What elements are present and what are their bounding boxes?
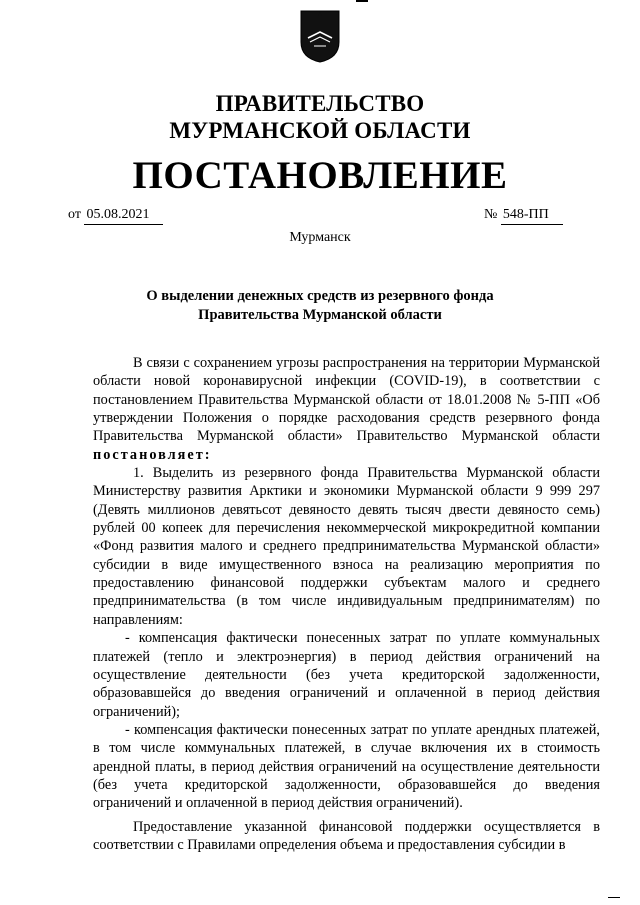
body-paragraph: 1. Выделить из резервного фонда Правительства Мурманской области Министерству развития Арктики и экономики Мурманской области 9 999 297 (Девять миллионов девятьсот девяносто девять тысяч двести девяносто семь) рублей 00 копеек для перечисления некоммерческой микрокредитной компании «Фонд развития малого и среднего предпринимательства Мурманской области» субсидии в виде имущественного взноса на реализацию мероприятия по предоставлению финансовой поддержки субъектам малого и среднего предпринимательства (в том числе индивидуальным предпринимателям) по направлениям: <box>93 465 600 628</box>
date-field <box>68 206 163 225</box>
scan-mark <box>608 897 620 898</box>
coat-of-arms-emblem-icon <box>298 8 342 64</box>
org-title-line1: ПРАВИТЕЛЬСТВО <box>215 91 425 116</box>
subject-line2: Правительства Мурманской области <box>198 307 442 323</box>
subject-line1: О выделении денежных средств из резервного фонда <box>146 288 494 304</box>
organization-title <box>0 90 640 144</box>
number-prefix: № <box>484 207 498 222</box>
org-title-line2: МУРМАНСКОЙ ОБЛАСТИ <box>169 118 471 143</box>
list-item: - компенсация фактически понесенных затрат по уплате коммунальных платежей (тепло и электроэнергия) в период действия ограничений на осуществление деятельности (без учета кредиторской задолженности, образовавшейся до введения ограничений и оплаченной в период действия ограничений); <box>93 630 600 720</box>
body-paragraph: Предоставление указанной финансовой поддержки осуществляется в соответствии с Правилами определения объема и предоставления субсидии в <box>93 818 600 853</box>
date-prefix: от <box>68 207 81 222</box>
body-paragraph <box>93 354 600 464</box>
document-type-heading: ПОСТАНОВЛЕНИЕ <box>132 154 508 197</box>
document-subject <box>0 287 640 325</box>
scan-mark <box>356 0 368 2</box>
list-item: - компенсация фактически понесенных затрат по уплате арендных платежей, в том числе коммунальных платежей, в случае включения их в стоимость арендной платы, в период действия ограничений на осуществление деятельности (без учета кредиторской задолженности, образовавшейся до введения ограничений и оплаченной в период действия ограничений). <box>93 721 600 812</box>
city-label: Мурманск <box>289 230 351 245</box>
number-field <box>484 206 563 225</box>
date-value: 05.08.2021 <box>84 206 163 225</box>
document-body <box>93 354 600 854</box>
number-value: 548-ПП <box>501 206 563 225</box>
resolves-keyword: постановляет: <box>93 446 212 463</box>
preamble-text: В связи с сохранением угрозы распространения на территории Мурманской области новой коронавирусной инфекции (COVID-19), в соответствии с постановлением Правительства Мурманской области от 18.01.2008 № 5-ПП «Об утверждении Положения о порядке расходования средств резервного фонда Правительства Мурманской области» Правительство Мурманской области <box>93 355 600 445</box>
